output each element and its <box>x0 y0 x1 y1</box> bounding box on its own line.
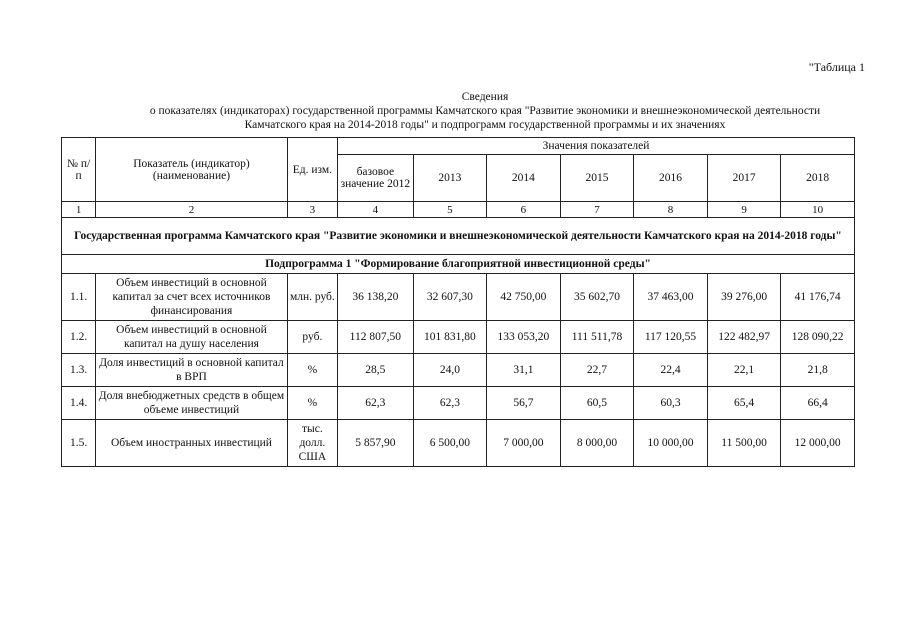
subprogram-title: Подпрограмма 1 "Формирование благоприятной инвестиционной среды" <box>62 255 855 274</box>
row-value: 28,5 <box>338 354 414 387</box>
column-number: 8 <box>634 202 708 218</box>
row-value: 41 176,74 <box>781 274 855 321</box>
column-number: 9 <box>707 202 781 218</box>
table-row <box>62 420 855 467</box>
row-value: 37 463,00 <box>634 274 708 321</box>
column-number: 6 <box>487 202 561 218</box>
header-year: 2017 <box>707 155 781 202</box>
column-number: 4 <box>338 202 414 218</box>
column-number: 10 <box>781 202 855 218</box>
row-value: 11 500,00 <box>707 420 781 467</box>
row-value: 22,4 <box>634 354 708 387</box>
row-number: 1.3. <box>62 354 96 387</box>
row-value: 122 482,97 <box>707 321 781 354</box>
row-value: 128 090,22 <box>781 321 855 354</box>
title-line-3: Камчатского края на 2014-2018 годы" и подпрограмм государственной программы и их значениях <box>244 119 726 131</box>
header-base: базовое значение 2012 <box>338 155 414 202</box>
row-value: 12 000,00 <box>781 420 855 467</box>
row-value: 7 000,00 <box>487 420 561 467</box>
row-value: 35 602,70 <box>560 274 634 321</box>
row-unit: % <box>287 387 337 420</box>
row-value: 21,8 <box>781 354 855 387</box>
header-unit: Ед. изм. <box>287 138 337 202</box>
column-number: 5 <box>413 202 487 218</box>
header-row-1 <box>62 138 855 155</box>
row-value: 117 120,55 <box>634 321 708 354</box>
row-unit: % <box>287 354 337 387</box>
row-indicator: Доля внебюджетных средств в общем объеме инвестиций <box>96 387 287 420</box>
column-number: 7 <box>560 202 634 218</box>
row-value: 42 750,00 <box>487 274 561 321</box>
row-indicator: Объем инвестиций в основной капитал за счет всех источников финансирования <box>96 274 287 321</box>
row-indicator: Доля инвестиций в основной капитал в ВРП <box>96 354 287 387</box>
header-year: 2013 <box>413 155 487 202</box>
row-value: 22,7 <box>560 354 634 387</box>
row-value: 8 000,00 <box>560 420 634 467</box>
row-value: 22,1 <box>707 354 781 387</box>
header-year: 2014 <box>487 155 561 202</box>
row-unit: тыс. долл. США <box>287 420 337 467</box>
row-value: 6 500,00 <box>413 420 487 467</box>
table-row <box>62 321 855 354</box>
header-num: № п/п <box>62 138 96 202</box>
table-reference: "Таблица 1 <box>808 60 865 74</box>
title-line-2: о показателях (индикаторах) государственной программы Камчатского края "Развитие экономики и внешнеэкономической деятельности <box>149 105 821 117</box>
row-number: 1.2. <box>62 321 96 354</box>
row-value: 10 000,00 <box>634 420 708 467</box>
row-value: 31,1 <box>487 354 561 387</box>
title-line-1: Сведения <box>461 91 509 103</box>
row-value: 111 511,78 <box>560 321 634 354</box>
program-title: Государственная программа Камчатского края "Развитие экономики и внешнеэкономической деятельности Камчатского края на 2014-2018 годы" <box>62 218 855 255</box>
row-value: 39 276,00 <box>707 274 781 321</box>
row-value: 133 053,20 <box>487 321 561 354</box>
column-numbers-row <box>62 202 855 218</box>
row-value: 112 807,50 <box>338 321 414 354</box>
column-number: 1 <box>62 202 96 218</box>
row-value: 5 857,90 <box>338 420 414 467</box>
row-unit: млн. руб. <box>287 274 337 321</box>
row-value: 65,4 <box>707 387 781 420</box>
program-row <box>62 218 855 255</box>
document-title <box>60 90 905 132</box>
row-value: 62,3 <box>413 387 487 420</box>
row-value: 62,3 <box>338 387 414 420</box>
row-unit: руб. <box>287 321 337 354</box>
row-indicator: Объем инвестиций в основной капитал на душу населения <box>96 321 287 354</box>
header-year: 2018 <box>781 155 855 202</box>
table-row <box>62 387 855 420</box>
table-row <box>62 354 855 387</box>
row-value: 36 138,20 <box>338 274 414 321</box>
header-indicator: Показатель (индикатор) (наименование) <box>96 138 287 202</box>
row-number: 1.5. <box>62 420 96 467</box>
indicators-table <box>61 137 855 467</box>
row-number: 1.1. <box>62 274 96 321</box>
header-year: 2016 <box>634 155 708 202</box>
header-year: 2015 <box>560 155 634 202</box>
row-value: 60,3 <box>634 387 708 420</box>
row-value: 24,0 <box>413 354 487 387</box>
row-value: 32 607,30 <box>413 274 487 321</box>
row-value: 66,4 <box>781 387 855 420</box>
header-values-group: Значения показателей <box>338 138 855 155</box>
subprogram-row <box>62 255 855 274</box>
row-indicator: Объем иностранных инвестиций <box>96 420 287 467</box>
row-value: 56,7 <box>487 387 561 420</box>
table-row <box>62 274 855 321</box>
column-number: 3 <box>287 202 337 218</box>
column-number: 2 <box>96 202 287 218</box>
row-value: 101 831,80 <box>413 321 487 354</box>
row-value: 60,5 <box>560 387 634 420</box>
row-number: 1.4. <box>62 387 96 420</box>
